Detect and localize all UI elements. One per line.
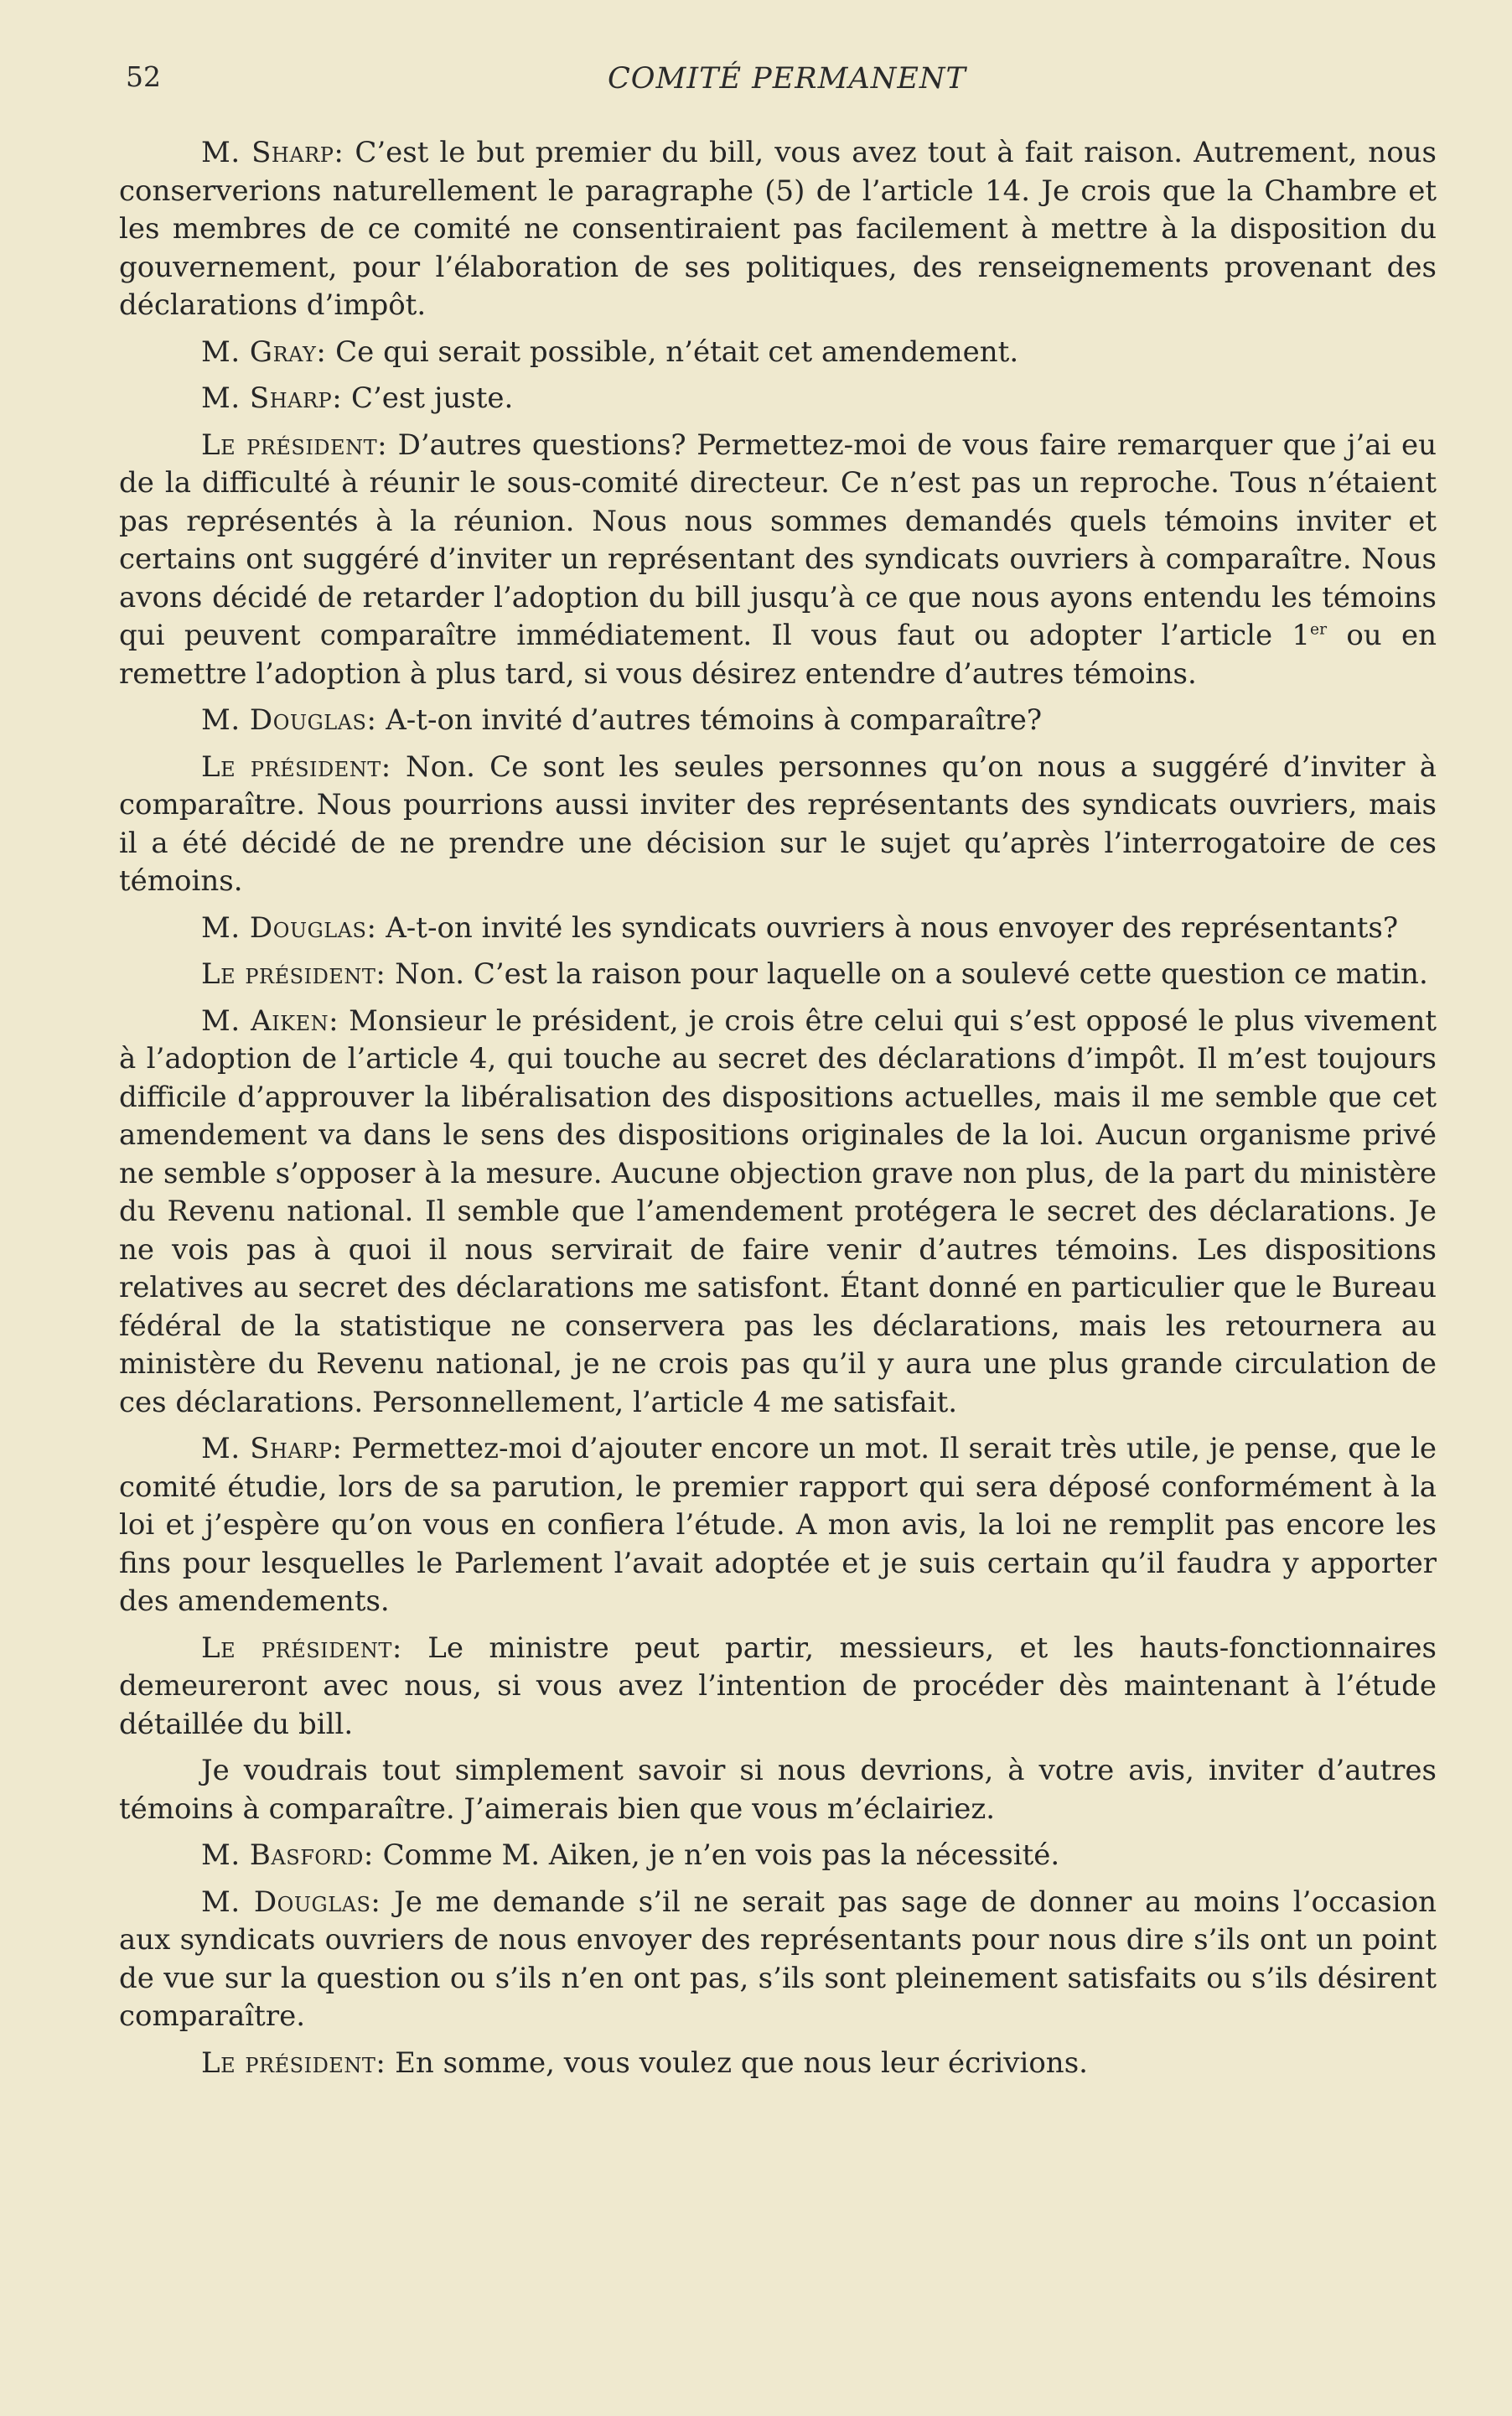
paragraph — [119, 2045, 1437, 2083]
paragraph — [119, 427, 1437, 694]
paragraph-text: A-t-on invité d’autres témoins à comparaître? — [376, 703, 1043, 737]
paragraph — [119, 380, 1437, 418]
paragraph — [119, 1752, 1437, 1828]
paragraph-text: Je voudrais tout simplement savoir si nous devrions, à votre avis, inviter d’autres témoins à comparaître. J’aimerais bien que vous m’éclairiez. — [119, 1754, 1437, 1826]
speaker-name: M. Douglas: — [201, 1885, 381, 1919]
speaker-name: Le président: — [201, 428, 388, 462]
paragraph — [119, 702, 1437, 740]
paragraph-text: En somme, vous voulez que nous leur écrivions. — [386, 2045, 1088, 2080]
speaker-name: Le président: — [201, 2045, 386, 2080]
transcript-body — [119, 134, 1437, 2091]
paragraph — [119, 1837, 1437, 1875]
speaker-name: M. Douglas: — [201, 910, 377, 945]
paragraph — [119, 1884, 1437, 2036]
paragraph — [119, 749, 1437, 901]
speaker-name: M. Gray: — [201, 334, 327, 369]
speaker-name: M. Sharp: — [201, 136, 344, 169]
speaker-name: Le président: — [201, 1631, 402, 1665]
paragraph-text: Non. C’est la raison pour laquelle on a soulevé cette question ce matin. — [386, 957, 1428, 991]
speaker-name: M. Basford: — [201, 1838, 374, 1872]
paragraph-text: Ce qui serait possible, n’était cet amendement. — [326, 334, 1019, 369]
paragraph — [119, 1630, 1437, 1745]
running-title: COMITÉ PERMANENT — [608, 62, 966, 96]
paragraph — [119, 956, 1437, 994]
paragraph-text: Monsieur le président, je crois être celui qui s’est opposé le plus vivement à l’adoption de l’article 4, qui touche au secret des déclarations d’impôt. Il m’est toujours difficile d’approuver la libéralisation des dispositions actuelles, mais il me semble que cet amendement va dans le sens des dispositions originales de la loi. Aucun organisme privé ne semble s’opposer à la mesure. Aucune objection grave non plus, de la part du ministère du Revenu national. Il semble que l’amendement protégera le secret des déclarations. Je ne vois pas à quoi il nous servirait de faire venir d’autres témoins. Les dispositions relatives au secret des déclarations me satisfont. Étant donné en particulier que le Bureau fédéral de la statistique ne conservera pas les déclarations, mais les retournera au ministère du Revenu national, je ne crois pas qu’il y aura une plus grande circulation de ces déclarations. Personnellement, l’article 4 me satisfait. — [119, 1003, 1437, 1419]
page-number: 52 — [126, 60, 161, 93]
speaker-name: M. Douglas: — [201, 703, 377, 737]
paragraph-text: Permettez-moi d’ajouter encore un mot. Il serait très utile, je pense, que le comité étudie, lors de sa parution, le premier rapport qui sera déposé conformément à la loi et j’espère qu’on vous en confiera l’étude. A mon avis, la loi ne remplit pas encore les fins pour lesquelles le Parlement l’avait adoptée et je suis certain qu’il faudra y apporter des amendements. — [119, 1432, 1437, 1618]
paragraph-text: Je me demande s’il ne serait pas sage de donner au moins l’occasion aux syndicats ouvriers de nous envoyer des représentants pour nous dire s’ils ont un point de vue sur la question ou s’ils n’en ont pas, s’ils sont pleinement satisfaits ou s’ils désirent comparaître. — [119, 1885, 1437, 2033]
paragraph-text-continued: ou en remettre l’adoption à plus tard, si vous désirez entendre d’autres témoins. — [119, 619, 1437, 691]
page-header — [126, 60, 1433, 102]
paragraph-text: C’est juste. — [342, 381, 514, 415]
paragraph — [119, 910, 1437, 948]
paragraph-text: A-t-on invité les syndicats ouvriers à nous envoyer des représentants? — [376, 910, 1399, 945]
speaker-name: M. Sharp: — [201, 1432, 343, 1465]
paragraph-text: Le ministre peut partir, messieurs, et les hauts-fonctionnaires demeureront avec nous, si vous avez l’intention de procéder dès maintenant à l’étude détaillée du bill. — [119, 1631, 1437, 1741]
paragraph-text: D’autres questions? Permettez-moi de vous faire remarquer que j’ai eu de la difficulté à réunir le sous-comité directeur. Ce n’est pas un reproche. Tous n’étaient pas représentés à la réunion. Nous nous sommes demandés quels témoins inviter et certains ont suggéré d’inviter un représentant des syndicats ouvriers à comparaître. Nous avons décidé de retarder l’adoption du bill jusqu’à ce que nous ayons entendu les témoins qui peuvent comparaître immédiatement. Il vous faut ou adopter l’article 1 — [119, 428, 1437, 652]
speaker-name: Le président: — [201, 957, 386, 991]
paragraph — [119, 1003, 1437, 1423]
paragraph-text: Comme M. Aiken, je n’en vois pas la nécessité. — [373, 1838, 1060, 1872]
paragraph-text: Non. Ce sont les seules personnes qu’on nous a suggéré d’inviter à comparaître. Nous pourrions aussi inviter des représentants des syndicats ouvriers, mais il a été décidé de ne prendre une décision sur le sujet qu’après l’interrogatoire de ces témoins. — [119, 749, 1437, 898]
paragraph — [119, 134, 1437, 325]
paragraph — [119, 334, 1437, 372]
speaker-name: M. Sharp: — [201, 381, 343, 415]
speaker-name: Le président: — [201, 749, 391, 784]
paragraph-text: C’est le but premier du bill, vous avez tout à fait raison. Autrement, nous conserverions naturellement le paragraphe (5) de l’article 14. Je crois que la Chambre et les membres de ce comité ne consentiraient pas facilement à mettre à la disposition du gouvernement, pour l’élaboration de ses politiques, des renseignements provenant des déclarations d’impôt. — [119, 136, 1437, 322]
superscript: er — [1310, 620, 1328, 639]
paragraph — [119, 1430, 1437, 1621]
speaker-name: M. Aiken: — [201, 1003, 339, 1038]
